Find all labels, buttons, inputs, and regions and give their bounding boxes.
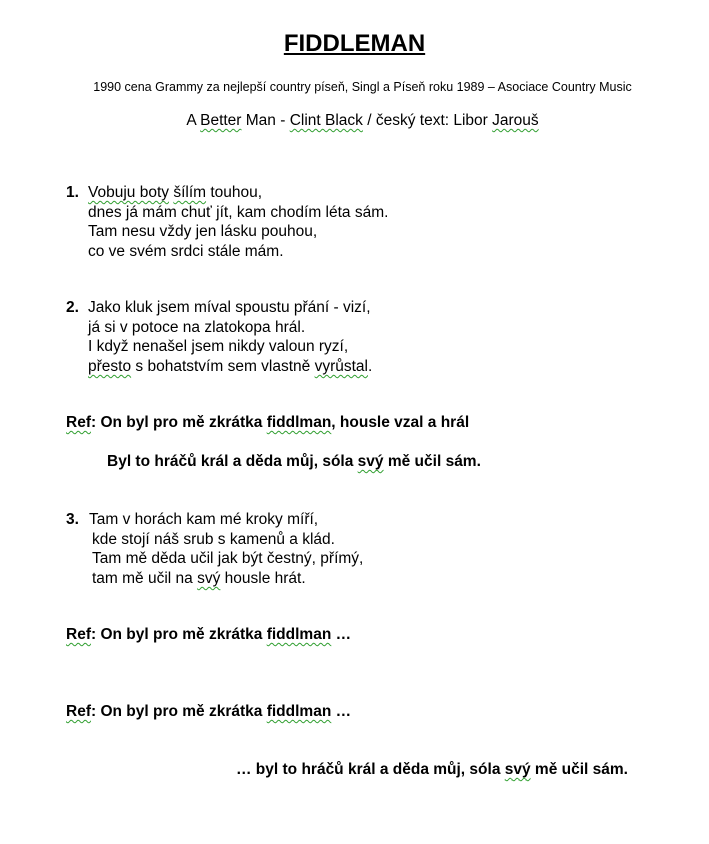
verse-line: přesto s bohatstvím sem vlastně vyrůstal. [88, 357, 373, 375]
verse-line: Tam mě děda učil jak být čestný, přímý, [92, 550, 364, 568]
song-author: A Better Man - Clint Black / český text: Libor Jarouš [186, 112, 539, 129]
verse-number: 3. [66, 511, 79, 528]
refrain-1: Ref: On byl pro mě zkrátka fiddlman, housle vzal a hrál [66, 414, 470, 431]
song-title: FIDDLEMAN [283, 30, 426, 57]
verse-line: I když nenašel jsem nikdy valoun ryzí, [88, 338, 349, 356]
verse-line: Vobuju boty šílím touhou, [88, 184, 263, 201]
ending-line: … byl to hráčů král a děda můj, sóla svý mě učil sám. [236, 761, 628, 778]
verse-1 [66, 183, 466, 263]
verse-line: kde stojí náš srub s kamenů a klád. [92, 530, 335, 548]
verse-line: já si v potoce na zlatokopa hrál. [88, 318, 306, 336]
verse-line: Jako kluk jsem míval spoustu přání - vizí, [88, 299, 371, 316]
verse-line: Tam v horách kam mé kroky míří, [89, 511, 319, 528]
verse-line: Tam nesu vždy jen lásku pouhou, [88, 223, 318, 241]
verse-3 [66, 510, 466, 590]
refrain-2: Ref: On byl pro mě zkrátka fiddlman … [66, 626, 352, 643]
refrain-1-line-2: Byl to hráčů král a děda můj, sóla svý mě učil sám. [107, 453, 481, 470]
verse-2 [66, 298, 466, 378]
verse-number: 2. [66, 299, 79, 316]
verse-number: 1. [66, 184, 79, 201]
refrain-3: Ref: On byl pro mě zkrátka fiddlman … [66, 703, 352, 720]
song-subtitle: 1990 cena Grammy za nejlepší country píseň, Singl a Píseň roku 1989 – Asociace Country Music [93, 80, 632, 94]
verse-line: co ve svém srdci stále mám. [88, 242, 284, 260]
verse-line: tam mě učil na svý housle hrát. [92, 569, 306, 587]
verse-line: dnes já mám chuť jít, kam chodím léta sám. [88, 203, 389, 221]
